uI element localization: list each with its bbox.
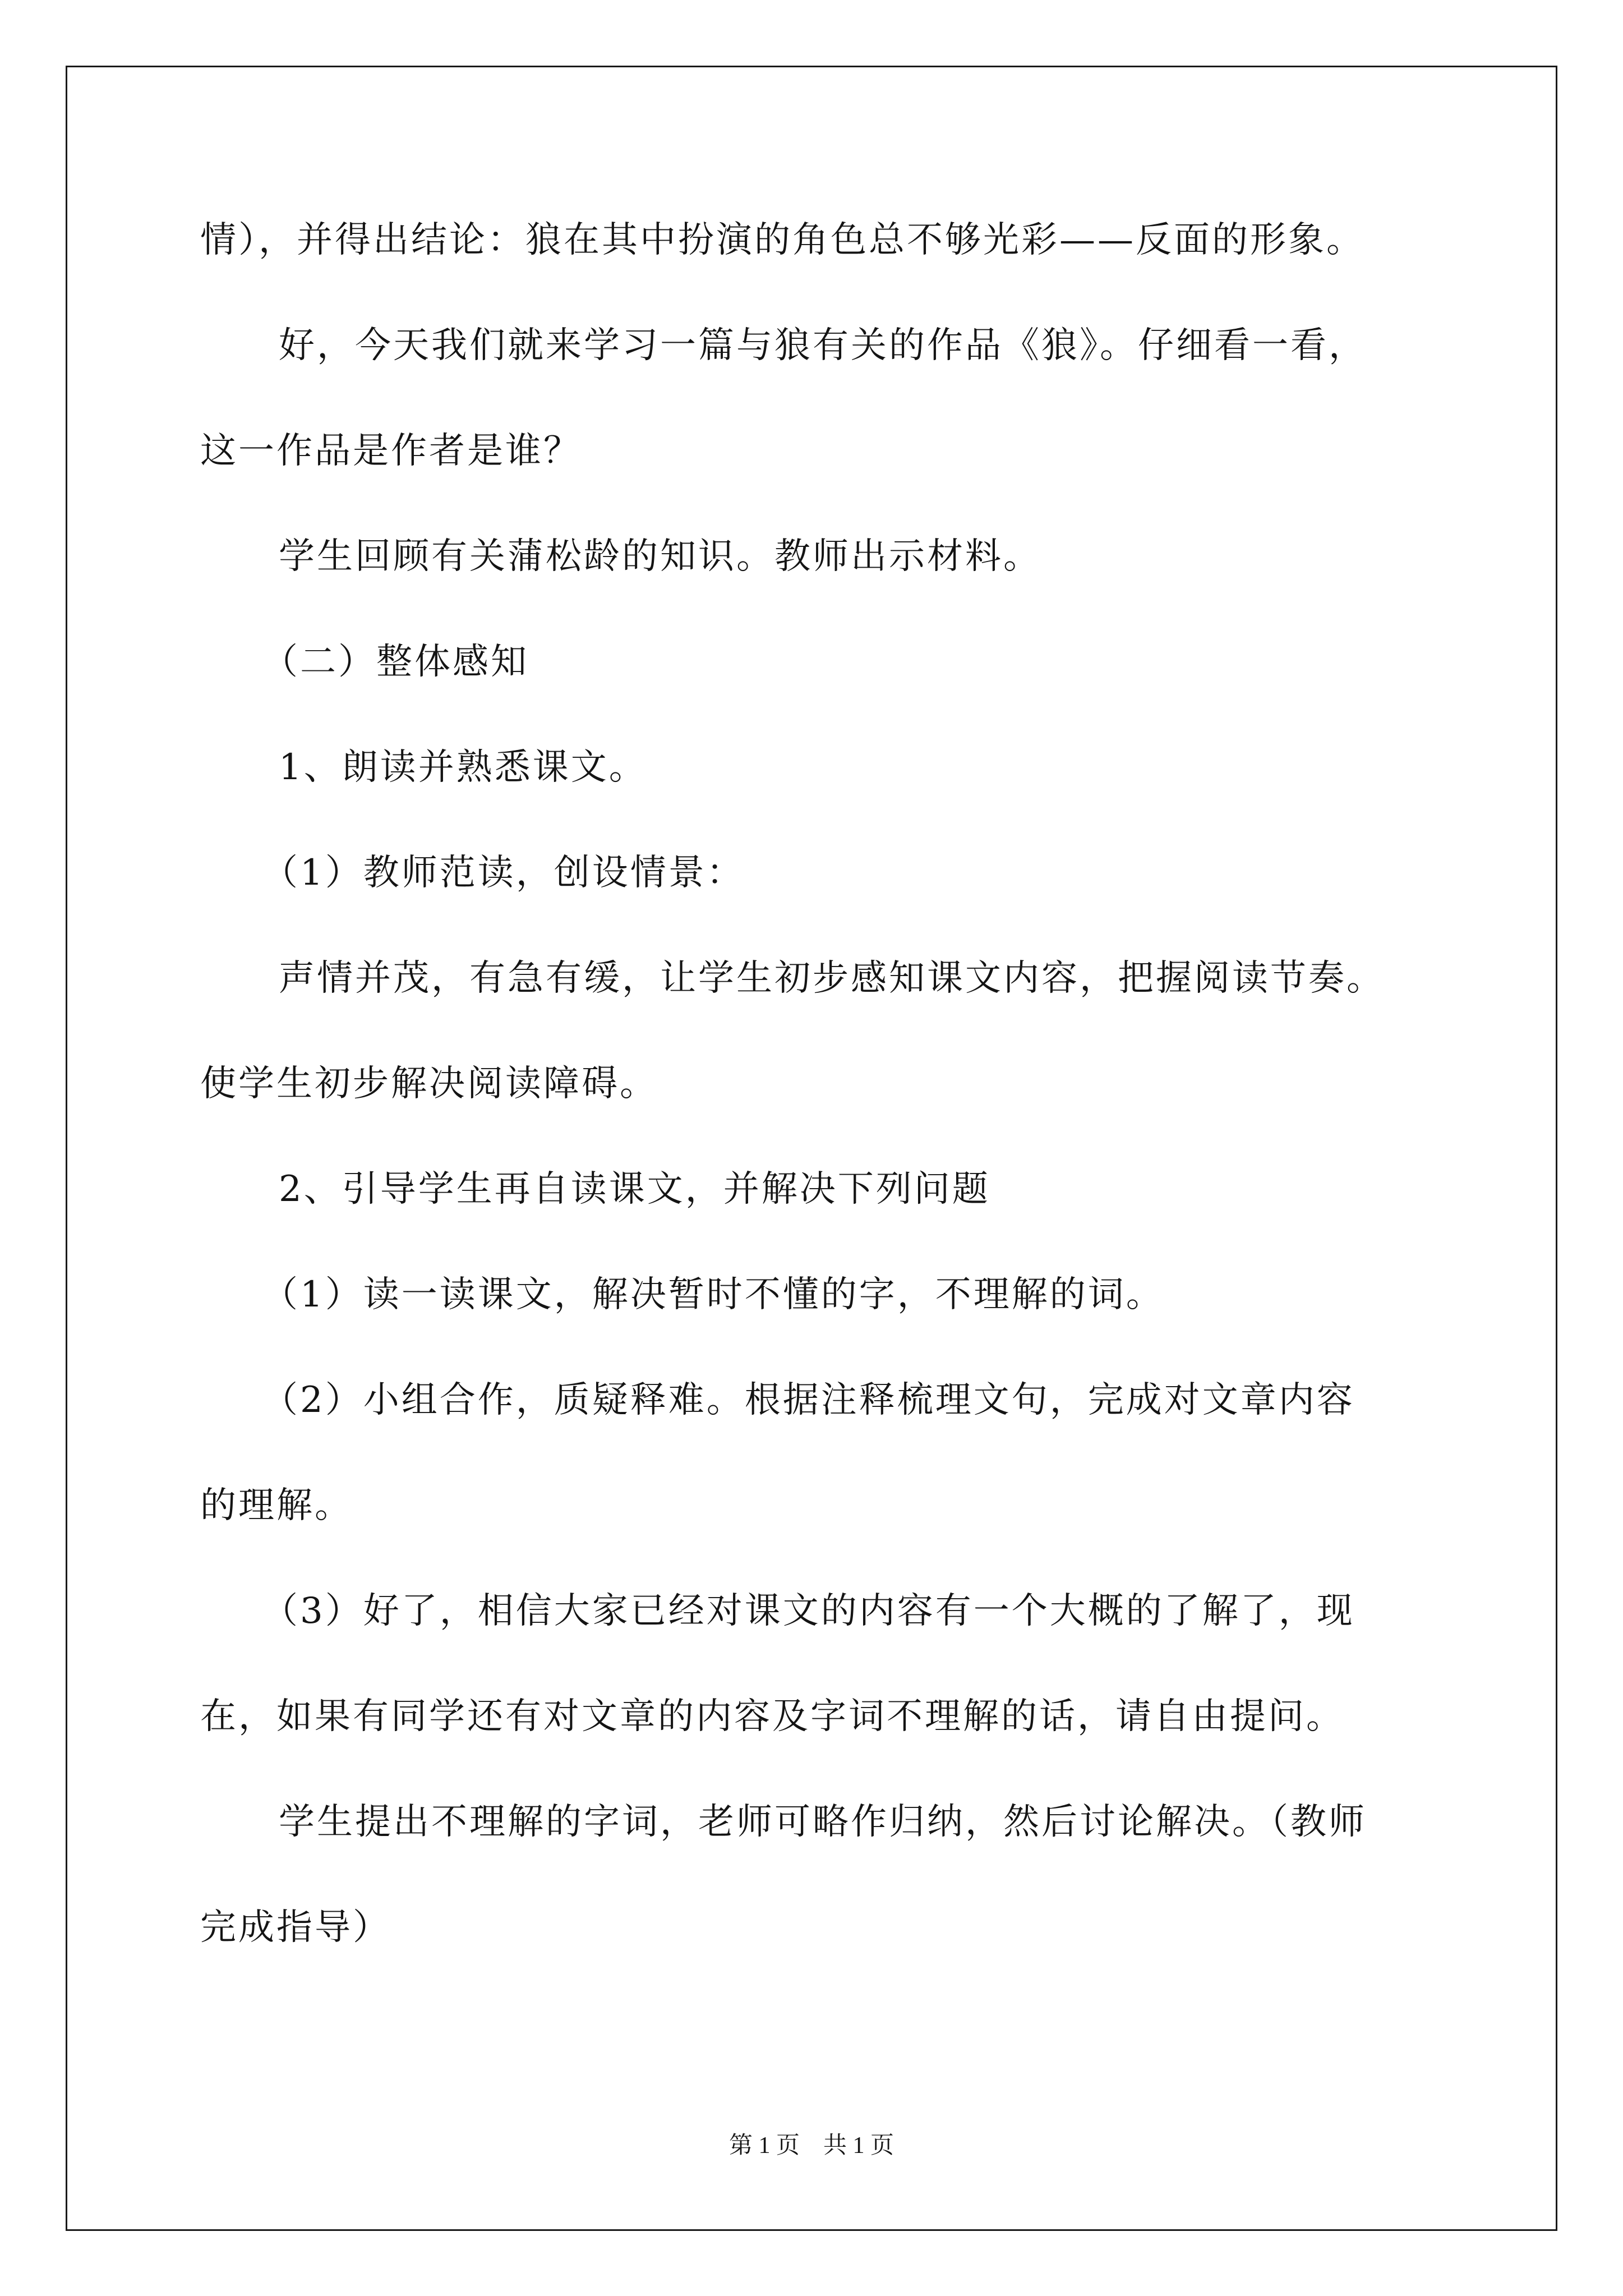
text-line: （1）读一读课文，解决暂时不懂的字，不理解的词。 [262,1274,1164,1315]
text-line: 完成指导） [200,1907,391,1948]
text-line: 学生回顾有关蒲松龄的知识。教师出示材料。 [279,536,1041,577]
text-line: 2、引导学生再自读课文，并解决下列问题 [279,1168,990,1210]
text-line: 在，如果有同学还有对文章的内容及字词不理解的话，请自由提问。 [200,1696,1344,1737]
text-line: 好，今天我们就来学习一篇与狼有关的作品《狼》。仔细看一看， [279,325,1367,366]
section-heading: （二）整体感知 [262,641,529,683]
text-line: （1）教师范读，创设情景： [262,852,745,894]
text-line: 使学生初步解决阅读障碍。 [200,1063,658,1105]
text-line: （3）好了，相信大家已经对课文的内容有一个大概的了解了，现 [262,1590,1355,1632]
page-footer: 第 1 页 共 1 页 [728,2133,894,2159]
text-line: 的理解。 [200,1485,353,1526]
text-line: 这一作品是作者是谁？ [200,430,582,472]
text-line: （2）小组合作，质疑释难。根据注释梳理文句，完成对文章内容 [262,1379,1355,1421]
text-line: 情），并得出结论：狼在其中扮演的角色总不够光彩——反面的形象。 [200,219,1364,261]
text-line: 学生提出不理解的字词，老师可略作归纳，然后讨论解决。（教师 [279,1801,1367,1843]
text-line: 声情并茂，有急有缓，让学生初步感知课文内容，把握阅读节奏。 [279,958,1385,999]
text-line: 1、朗读并熟悉课文。 [279,747,647,788]
